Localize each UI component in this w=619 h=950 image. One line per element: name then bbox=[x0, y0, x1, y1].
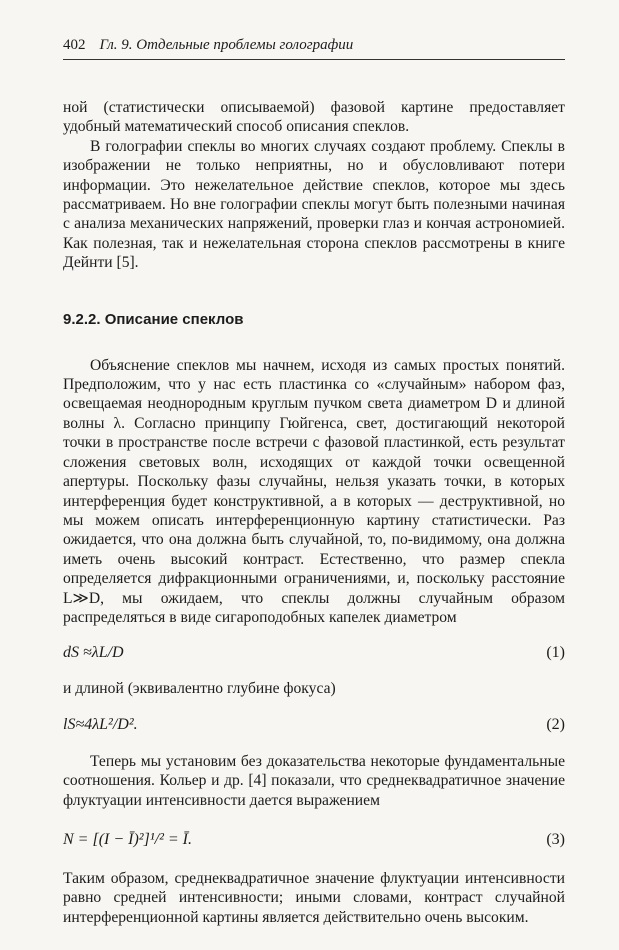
book-page bbox=[63, 36, 565, 927]
paragraph-length: и длиной (эквивалентно глубине фокуса) bbox=[63, 680, 336, 698]
page-header bbox=[63, 36, 565, 60]
equation-1-number: (1) bbox=[546, 644, 565, 662]
paragraph-continuation: ной (статистически описываемой) фазовой картине предоставляет удобный математический способ описания спеклов. bbox=[63, 99, 565, 136]
equation-2 bbox=[63, 715, 565, 735]
paragraph-conclusion: Таким образом, среднеквадратичное значение флуктуации интенсивности равно средней интенсивности; иными словами, контраст случайной интерференционной картины является действительно очень высоким. bbox=[63, 869, 565, 926]
equation-2-formula: lS≈4λL²/D². bbox=[63, 715, 138, 733]
paragraph-holography-speckles: В голографии спеклы во многих случаях создают проблему. Спеклы в изображении не только неприятны, но и обусловливают потери информации. Это нежелательное действие спеклов, которое мы здесь рассматриваем. Но вне голографии спеклы могут быть полезными начиная с анализа механических напряжений, проверки глаз и кончая астрономией. Как полезная, так и нежелательная сторона спеклов рассмотрены в книге Дейнти [5]. bbox=[63, 137, 565, 272]
paragraph-speckle-explanation: Объяснение спеклов мы начнем, исходя из самых простых понятий. Предположим, что у нас есть пластинка со «случайным» набором фаз, освещаемая неоднородным круглым пучком света диаметром D и длиной волны λ. Согласно принципу Гюйгенса, свет, достигающий некоторой точки в пространстве после встречи с фазовой пластинкой, есть результат сложения световых волн, исходящих от каждой точки освещенной апертуры. Поскольку фазы случайны, нельзя указать точки, в которых интерференция будет конструктивной, а в которых — деструктивной, но мы можем описать интерференционную картину статистически. Раз ожидается, что она должна быть случайной, то, по-видимому, она должна иметь очень высокий контраст. Естественно, что размер спекла определяется дифракционными ограничениями, и, поскольку расстояние L≫D, мы ожидаем, что спеклы должны случайным образом распределяться в виде сигароподобных капелек диаметром bbox=[63, 356, 565, 626]
paragraph-fundamental-relations: Теперь мы установим без доказательства некоторые фундаментальные соотношения. Кольер и др. [4] показали, что среднеквадратичное значение флуктуации интенсивности дается выражением bbox=[63, 752, 565, 809]
equation-1-formula: dS ≈λL/D bbox=[63, 644, 124, 662]
page-number: 402 bbox=[63, 37, 86, 53]
equation-3-number: (3) bbox=[546, 830, 565, 848]
equation-3-formula: N = [(I − Ī)²]¹/² = Ī. bbox=[63, 830, 192, 848]
equation-1 bbox=[63, 643, 565, 663]
section-heading: 9.2.2. Описание спеклов bbox=[63, 310, 244, 328]
equation-3 bbox=[63, 830, 565, 850]
running-title: Гл. 9. Отдельные проблемы голографии bbox=[99, 37, 354, 53]
equation-2-number: (2) bbox=[546, 715, 565, 733]
